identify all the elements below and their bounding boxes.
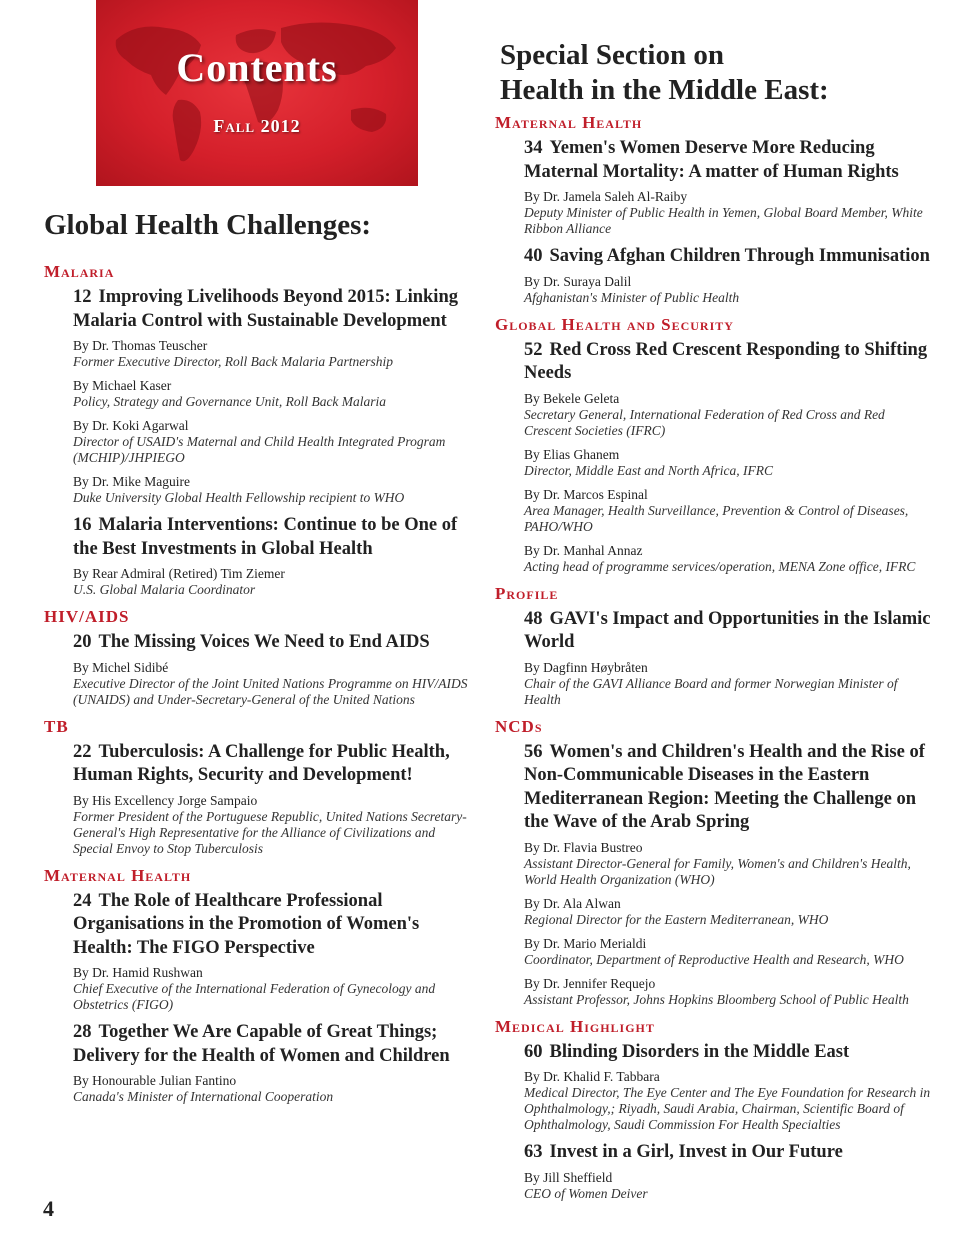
author-role: Chair of the GAVI Alliance Board and former Norwegian Minister of Health [524,675,898,707]
article-title[interactable] [73,1021,474,1068]
article-title-text: Saving Afghan Children Through Immunisation [549,246,930,266]
article-title-text: Together We Are Capable of Great Things; Delivery for the Health of Women and Children [73,1022,450,1066]
article-title[interactable] [73,286,474,333]
article-title-text: Tuberculosis: A Challenge for Public Health, Human Rights, Security and Development! [73,741,450,785]
article-title-text: Red Cross Red Crescent Responding to Shifting Needs [524,339,928,383]
article-title[interactable] [73,631,474,655]
author [524,976,935,1008]
author-name: By Dr. Marcos Espinal [524,486,648,502]
article-page: 52 [524,339,543,360]
article-page: 60 [524,1041,543,1062]
author-name: By Dr. Jennifer Requejo [524,975,656,991]
article-page: 48 [524,608,543,629]
author-role: Regional Director for the Eastern Mediterranean, WHO [524,911,829,927]
author-name: By Dr. Suraya Dalil [524,273,632,289]
author [524,447,935,479]
article[interactable] [73,631,474,708]
author-name: By Elias Ghanem [524,446,620,462]
author-name: By Dr. Thomas Teuscher [73,338,208,353]
author-role: Coordinator, Department of Reproductive Health and Research, WHO [524,951,904,967]
category-hiv-aids: HIV/AIDS [44,607,130,626]
author-name: By His Excellency Jorge Sampaio [73,792,258,808]
author-name: By Dr. Flavia Bustreo [524,839,643,855]
article-title[interactable] [524,245,935,269]
right-column [495,38,935,1210]
author [524,189,935,237]
section-title: Global Health Challenges: [44,209,372,241]
author [524,660,935,708]
article[interactable] [524,608,935,708]
author [73,338,474,370]
article[interactable] [524,137,935,237]
author-name: By Dr. Ala Alwan [524,895,621,911]
author [524,274,935,306]
page-number: 4 [43,1196,54,1221]
article[interactable] [73,286,474,506]
article-title-text: The Role of Healthcare Professional Organisations in the Promotion of Women's Health: The FIGO Perspective [73,890,420,958]
author [524,1069,935,1133]
article-title-text: Blinding Disorders in the Middle East [549,1041,850,1062]
category-profile: Profile [495,583,559,603]
author-role: Acting head of programme services/operation, MENA Zone office, IFRC [524,558,916,574]
author-role: Deputy Minister of Public Health in Yemen, Global Board Member, White Ribbon Alliance [524,205,923,236]
author-name: By Michael Kaser [73,378,172,393]
author-name: By Honourable Julian Fantino [73,1073,237,1088]
author-role: Assistant Director-General for Family, Women's and Children's Health, World Health Organization (WHO) [524,855,911,887]
author-role: Afghanistan's Minister of Public Health [524,289,740,305]
left-column [44,208,474,1113]
author [524,543,935,575]
special-section-title-line1: Special Section on [500,39,724,71]
author-role: Director, Middle East and North Africa, IFRC [524,462,773,478]
special-section-title-line2: Health in the Middle East: [500,74,829,106]
article-title[interactable] [524,608,935,655]
author-role: Duke University Global Health Fellowship recipient to WHO [73,490,405,505]
author-role: U.S. Global Malaria Coordinator [73,582,256,597]
category-malaria: Malaria [44,262,115,281]
article-page: 20 [73,632,92,652]
author-role: CEO of Women Deiver [524,1185,648,1201]
article[interactable] [73,741,474,857]
article-title[interactable] [524,1041,935,1065]
article-page: 34 [524,138,543,158]
author-role: Director of USAID's Maternal and Child Health Integrated Program (MCHIP)/JHPIEGO [73,434,446,465]
article-title-text: GAVI's Impact and Opportunities in the Islamic World [524,608,931,652]
banner-title: Contents [176,45,338,90]
author-role: Former President of the Portuguese Republic, United Nations Secretary-General's High Representative for the Alliance of Civilizations and Special Envoy to Stop Tuberculosis [73,808,467,856]
author-role: Policy, Strategy and Governance Unit, Roll Back Malaria [73,394,387,409]
category-maternal-health: Maternal Health [44,865,192,885]
author-name: By Dagfinn Høybråten [524,659,648,675]
article-title-text: Invest in a Girl, Invest in Our Future [549,1142,843,1162]
article-page: 56 [524,741,543,762]
article-title-text: The Missing Voices We Need to End AIDS [98,632,430,652]
article-title[interactable] [73,741,474,788]
article[interactable] [524,245,935,306]
author [524,1170,935,1202]
author-name: By Dr. Hamid Rushwan [73,965,203,980]
author [524,840,935,888]
article-title-text: Yemen's Women Deserve More Reducing Maternal Mortality: A matter of Human Rights [524,138,899,182]
author [524,487,935,535]
article[interactable] [73,514,474,598]
special-section-title [500,38,935,108]
article[interactable] [524,1041,935,1134]
category-tb: TB [44,716,69,736]
author [73,1073,474,1105]
article-page: 16 [73,515,92,535]
author-name: By Dr. Jamela Saleh Al-Raiby [524,189,688,204]
article-title[interactable] [73,514,474,561]
article[interactable] [524,741,935,1008]
category-ncds: NCDs [495,716,543,736]
author-role: Area Manager, Health Surveillance, Prevention & Control of Diseases, PAHO/WHO [524,502,909,534]
article-page: 12 [73,287,92,307]
article-page: 28 [73,1022,92,1042]
contents-banner [96,0,418,186]
category-maternal-health: Maternal Health [495,113,643,132]
author [73,965,474,1013]
article-title[interactable] [73,890,474,961]
author [524,391,935,439]
article[interactable] [524,339,935,575]
article-title[interactable] [524,1141,935,1165]
article[interactable] [524,1141,935,1202]
author [73,418,474,466]
author-name: By Dr. Mario Merialdi [524,935,647,951]
world-map-icon [96,0,418,186]
article-page: 24 [73,890,92,911]
article-page: 63 [524,1142,543,1162]
author [73,793,474,857]
author-role: Canada's Minister of International Cooperation [73,1089,334,1104]
author-role: Chief Executive of the International Federation of Gynecology and Obstetrics (FIGO) [73,981,436,1012]
article-title[interactable] [524,741,935,835]
article-title-text: Improving Livelihoods Beyond 2015: Linking Malaria Control with Sustainable Development [73,287,458,331]
author-name: By Bekele Geleta [524,390,620,406]
author [524,896,935,928]
banner-issue: Fall 2012 [213,116,301,136]
article-title[interactable] [524,137,935,184]
author [73,474,474,506]
author-role: Former Executive Director, Roll Back Malaria Partnership [73,354,394,369]
author-name: By Dr. Manhal Annaz [524,542,643,558]
category-global-health-security: Global Health and Security [495,314,734,334]
author [73,566,474,598]
author-name: By Rear Admiral (Retired) Tim Ziemer [73,566,285,581]
author-name: By Dr. Koki Agarwal [73,418,189,433]
article-page: 22 [73,741,92,762]
author-role: Assistant Professor, Johns Hopkins Bloomberg School of Public Health [524,991,909,1007]
category-medical-highlight: Medical Highlight [495,1016,655,1036]
author-name: By Dr. Mike Maguire [73,474,190,489]
author-role: Medical Director, The Eye Center and The Eye Foundation for Research in Ophthalmology,; Riyadh, Saudi Arabia, Chairman, Scientific Board of Ophthalmology, Saudi Commission For Health Specialties [524,1085,931,1132]
author [73,378,474,410]
article-page: 40 [524,246,543,266]
article-title[interactable] [524,339,935,386]
author-name: By Dr. Khalid F. Tabbara [524,1069,660,1084]
article[interactable] [73,890,474,1014]
author-name: By Jill Sheffield [524,1169,613,1185]
article[interactable] [73,1021,474,1105]
author-role: Executive Director of the Joint United Nations Programme on HIV/AIDS (UNAIDS) and Under-Secretary-General of the United Nations [73,675,468,707]
article-title-text: Malaria Interventions: Continue to be One of the Best Investments in Global Health [73,515,458,559]
author [73,660,474,708]
author-name: By Michel Sidibé [73,659,169,675]
author [524,936,935,968]
author-role: Secretary General, International Federation of Red Cross and Red Crescent Societies (IFRC) [524,406,885,438]
article-title-text: Women's and Children's Health and the Rise of Non-Communicable Diseases in the Eastern Mediterranean Region: Meeting the Challenge on the Wave of the Arab Spring [524,741,925,832]
